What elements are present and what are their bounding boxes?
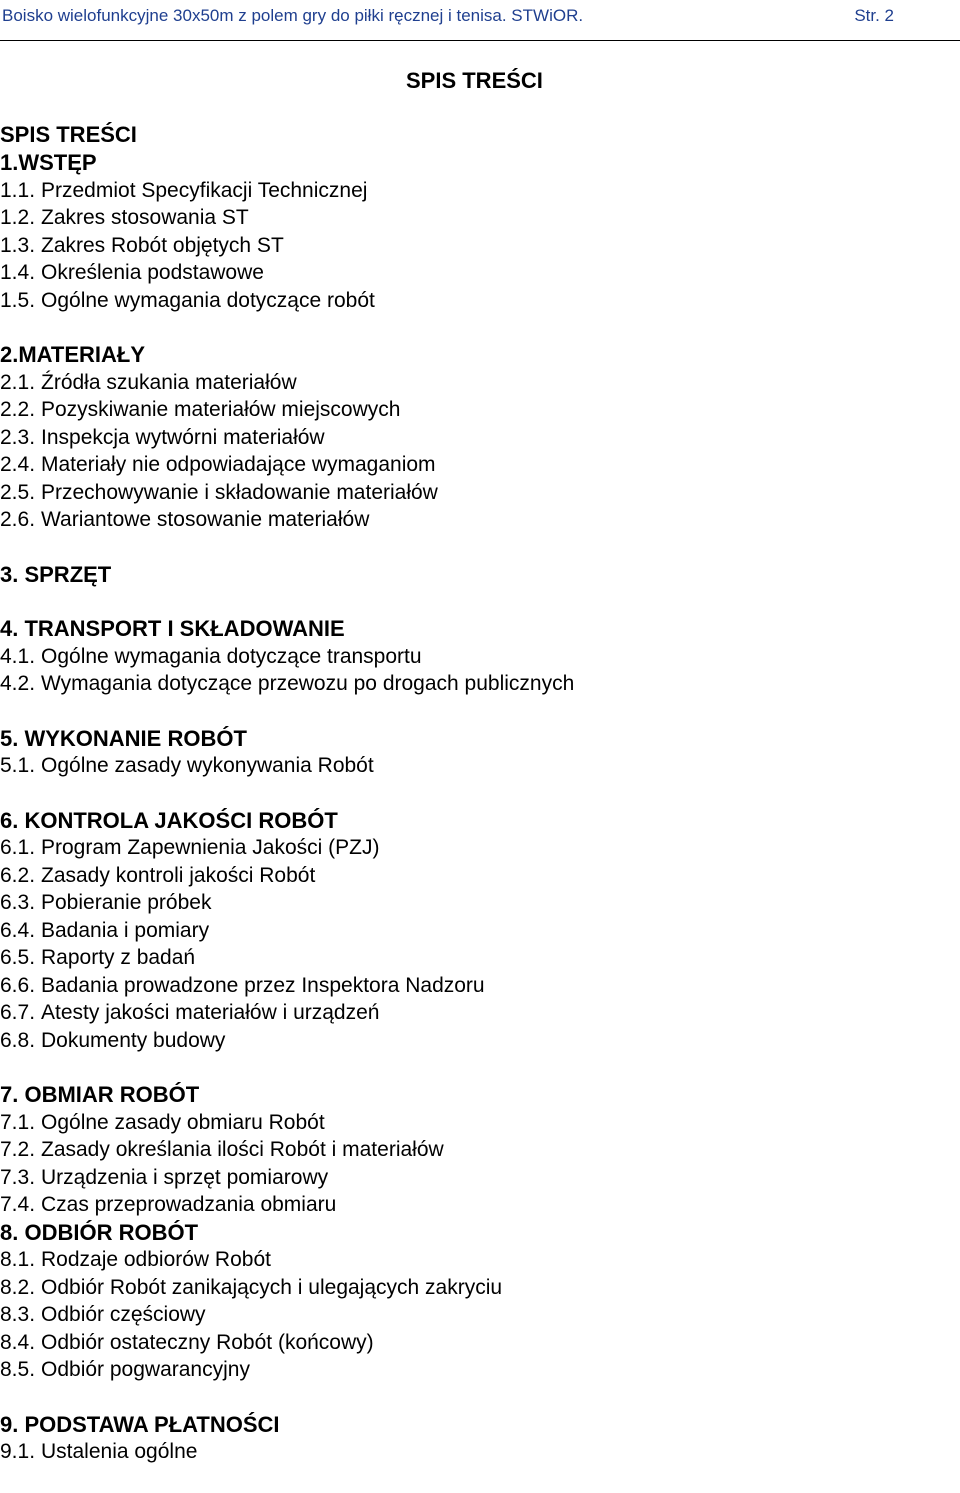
toc-item-label: Odbiór Robót zanikających i ulegających zakryciu xyxy=(41,1275,503,1299)
toc-item xyxy=(0,424,940,452)
toc-section-title: 3. SPRZĘT xyxy=(0,561,112,587)
toc-item-label: Wymagania dotyczące przewozu po drogach publicznych xyxy=(41,672,575,695)
toc-section-title: 1.WSTĘP xyxy=(0,150,97,175)
toc-item-number: 1.2. xyxy=(0,206,36,229)
toc-item-number: 1.5. xyxy=(0,288,36,312)
toc-item xyxy=(0,1109,940,1137)
page-number: Str. 2 xyxy=(854,6,894,25)
toc-section xyxy=(0,725,940,780)
toc-item xyxy=(0,862,940,890)
toc-section-title: 9. PODSTAWA PŁATNOŚCI xyxy=(0,1411,280,1437)
toc-item xyxy=(0,1301,940,1329)
toc-item-number: 2.6. xyxy=(0,508,36,531)
toc-item xyxy=(0,177,940,205)
toc-item-label: Raporty z badań xyxy=(41,946,196,969)
toc-section-title: 4. TRANSPORT I SKŁADOWANIE xyxy=(0,616,345,641)
toc-item xyxy=(0,1274,940,1302)
toc-item-label: Źródła szukania materiałów xyxy=(41,370,297,394)
toc-item-label: Odbiór częściowy xyxy=(41,1303,206,1326)
toc-item-number: 2.5. xyxy=(0,480,36,504)
toc-section xyxy=(0,1411,940,1466)
toc-section xyxy=(0,561,940,589)
toc-item-label: Ustalenia ogólne xyxy=(41,1440,198,1463)
toc-section xyxy=(0,341,940,534)
toc-item-label: Ogólne wymagania dotyczące robót xyxy=(41,288,375,312)
toc-item xyxy=(0,287,940,315)
toc-item-label: Ogólne zasady obmiaru Robót xyxy=(41,1110,325,1134)
toc-section-title: 8. ODBIÓR ROBÓT xyxy=(0,1219,199,1245)
toc-item xyxy=(0,1356,940,1384)
toc-item-number: 7.4. xyxy=(0,1193,36,1216)
toc-item-number: 7.2. xyxy=(0,1138,36,1161)
toc-item xyxy=(0,369,940,397)
toc-item xyxy=(0,670,940,698)
toc-item-label: Pozyskiwanie materiałów miejscowych xyxy=(41,398,401,421)
toc-heading: SPIS TREŚCI xyxy=(0,122,137,147)
page-title: SPIS TREŚCI xyxy=(406,68,543,93)
toc-item xyxy=(0,1438,940,1466)
toc-item xyxy=(0,479,940,507)
toc-item-number: 9.1. xyxy=(0,1440,36,1463)
toc-item-label: Dokumenty budowy xyxy=(41,1028,226,1052)
toc-item xyxy=(0,1329,940,1357)
toc-item-label: Zakres stosowania ST xyxy=(41,206,249,229)
toc-item-number: 8.1. xyxy=(0,1248,36,1271)
toc-item-number: 1.1. xyxy=(0,178,36,202)
toc-item-label: Ogólne zasady wykonywania Robót xyxy=(41,754,374,777)
toc-item xyxy=(0,1246,940,1274)
toc-item-label: Inspekcja wytwórni materiałów xyxy=(41,425,325,449)
toc-item xyxy=(0,889,940,917)
toc-item-label: Ogólne wymagania dotyczące transportu xyxy=(41,644,422,668)
toc-item-number: 5.1. xyxy=(0,754,36,777)
toc-item-number: 6.1. xyxy=(0,836,36,859)
toc-item xyxy=(0,204,940,232)
toc-item-label: Atesty jakości materiałów i urządzeń xyxy=(41,1001,380,1024)
toc-item-number: 6.3. xyxy=(0,891,36,914)
toc-item-label: Badania prowadzone przez Inspektora Nadzoru xyxy=(41,973,485,997)
toc-section xyxy=(0,615,940,698)
toc-item-label: Rodzaje odbiorów Robót xyxy=(41,1248,271,1271)
toc-item-number: 6.4. xyxy=(0,918,36,942)
toc-item-number: 1.3. xyxy=(0,233,36,257)
toc-item xyxy=(0,1027,940,1055)
toc-item-label: Materiały nie odpowiadające wymaganiom xyxy=(41,453,436,476)
toc-item-number: 2.1. xyxy=(0,370,36,394)
toc-item xyxy=(0,944,940,972)
toc-item-label: Przechowywanie i składowanie materiałów xyxy=(41,480,438,504)
toc-item-number: 2.4. xyxy=(0,453,36,476)
toc-item xyxy=(0,917,940,945)
toc-item xyxy=(0,506,940,534)
toc-item-label: Przedmiot Specyfikacji Technicznej xyxy=(41,178,368,202)
toc-item-label: Zasady określania ilości Robót i materiałów xyxy=(41,1138,444,1161)
toc-item xyxy=(0,451,940,479)
toc-section-title: 7. OBMIAR ROBÓT xyxy=(0,1082,200,1107)
toc-item-number: 6.2. xyxy=(0,863,36,887)
toc-item-label: Urządzenia i sprzęt pomiarowy xyxy=(41,1165,329,1189)
toc-item-label: Wariantowe stosowanie materiałów xyxy=(41,508,370,531)
toc-section-title: 5. WYKONANIE ROBÓT xyxy=(0,725,247,751)
toc-item xyxy=(0,643,940,671)
toc-item-label: Zasady kontroli jakości Robót xyxy=(41,863,316,887)
toc-item xyxy=(0,1136,940,1164)
toc-item-label: Odbiór ostateczny Robót (końcowy) xyxy=(41,1330,374,1354)
toc-section-title: 2.MATERIAŁY xyxy=(0,342,146,367)
toc-section xyxy=(0,807,940,1055)
toc-item-number: 7.3. xyxy=(0,1165,36,1189)
toc-item-label: Odbiór pogwarancyjny xyxy=(41,1358,250,1381)
toc-item-number: 7.1. xyxy=(0,1110,36,1134)
toc-section-title: 6. KONTROLA JAKOŚCI ROBÓT xyxy=(0,807,338,833)
toc-item-number: 2.3. xyxy=(0,425,36,449)
toc-item-label: Określenia podstawowe xyxy=(41,261,264,284)
toc-item xyxy=(0,1164,940,1192)
table-of-contents xyxy=(0,121,940,1493)
toc-item xyxy=(0,999,940,1027)
document-running-title: Boisko wielofunkcyjne 30x50m z polem gry do piłki ręcznej i tenisa. STWiOR. xyxy=(2,6,584,25)
toc-item xyxy=(0,972,940,1000)
toc-item-number: 2.2. xyxy=(0,398,36,421)
toc-item-number: 1.4. xyxy=(0,261,36,284)
toc-item-label: Zakres Robót objętych ST xyxy=(41,233,284,257)
toc-item-label: Badania i pomiary xyxy=(41,918,210,942)
toc-item xyxy=(0,259,940,287)
toc-section xyxy=(0,1081,940,1219)
toc-item-number: 6.8. xyxy=(0,1028,36,1052)
toc-item-label: Program Zapewnienia Jakości (PZJ) xyxy=(41,836,380,859)
toc-item xyxy=(0,396,940,424)
toc-item-number: 4.1. xyxy=(0,644,36,668)
toc-item-number: 6.6. xyxy=(0,973,36,997)
toc-item-number: 8.2. xyxy=(0,1275,36,1299)
toc-item xyxy=(0,1191,940,1219)
toc-item-number: 8.5. xyxy=(0,1358,36,1381)
toc-item xyxy=(0,834,940,862)
page-header xyxy=(0,0,960,41)
toc-item-label: Pobieranie próbek xyxy=(41,891,212,914)
toc-item-number: 6.7. xyxy=(0,1001,36,1024)
toc-item-number: 4.2. xyxy=(0,672,36,695)
toc-section xyxy=(0,149,940,314)
toc-item-number: 8.4. xyxy=(0,1330,36,1354)
toc-item-number: 6.5. xyxy=(0,946,36,969)
toc-item xyxy=(0,232,940,260)
toc-section xyxy=(0,1219,940,1384)
toc-item-label: Czas przeprowadzania obmiaru xyxy=(41,1193,337,1216)
toc-item xyxy=(0,752,940,780)
toc-item-number: 8.3. xyxy=(0,1303,36,1326)
